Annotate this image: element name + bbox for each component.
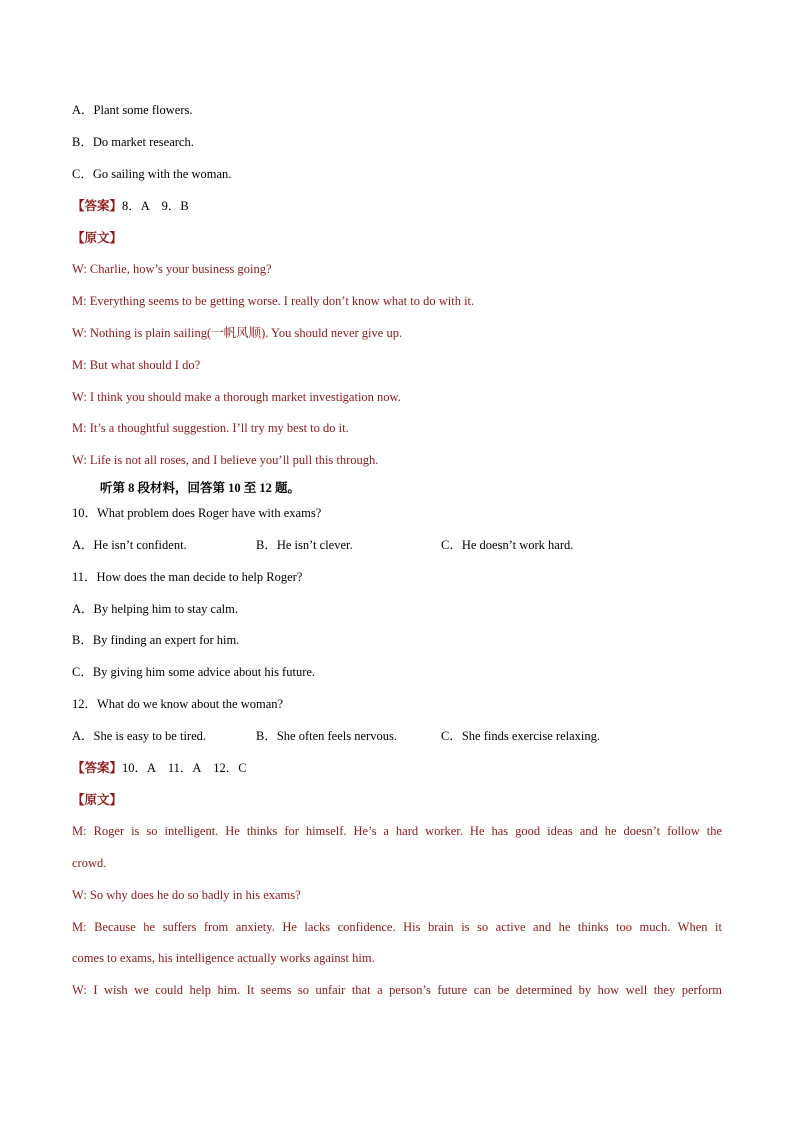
answer-label: 【答案】 bbox=[72, 199, 123, 213]
question-12: 12．What do we know about the woman? bbox=[72, 697, 284, 711]
transcript-line: M: Because he suffers from anxiety. He lacks confidence. His brain is so active and he thinks too much. When it bbox=[72, 920, 722, 934]
q10-option-a: A．He isn’t confident. bbox=[72, 538, 187, 552]
answer-line bbox=[72, 198, 189, 214]
q12-option-a: A．She is easy to be tired. bbox=[72, 729, 207, 743]
option-b: B．Do market research. bbox=[72, 135, 194, 149]
answer-text: 8．A 9．B bbox=[122, 199, 189, 213]
transcript-line: M: Roger is so intelligent. He thinks for himself. He’s a hard worker. He has good ideas and he doesn’t follow the bbox=[72, 824, 722, 838]
option-a: A．Plant some flowers. bbox=[72, 103, 193, 117]
answer-text: 10．A 11．A 12．C bbox=[122, 761, 247, 775]
transcript-line: W: I wish we could help him. It seems so unfair that a person’s future can be determined by how well they perform bbox=[72, 983, 722, 997]
transcript-line: W: Charlie, how’s your business going? bbox=[72, 262, 272, 276]
q10-option-b: B．He isn’t clever. bbox=[256, 538, 353, 552]
question-11: 11．How does the man decide to help Roger? bbox=[72, 570, 303, 584]
answer-label: 【答案】 bbox=[72, 761, 123, 775]
option-c: C．Go sailing with the woman. bbox=[72, 167, 232, 181]
answer-line-2 bbox=[72, 760, 247, 776]
transcript-label: 【原文】 bbox=[72, 793, 123, 807]
q11-option-a: A．By helping him to stay calm. bbox=[72, 602, 238, 616]
transcript-line: W: I think you should make a thorough market investigation now. bbox=[72, 390, 401, 404]
transcript-line: W: So why does he do so badly in his exams? bbox=[72, 888, 301, 902]
q12-option-b: B．She often feels nervous. bbox=[256, 729, 397, 743]
transcript-line: comes to exams, his intelligence actually works against him. bbox=[72, 951, 375, 965]
transcript-line: crowd. bbox=[72, 856, 107, 870]
q11-option-b: B．By finding an expert for him. bbox=[72, 633, 240, 647]
q10-option-c: C．He doesn’t work hard. bbox=[441, 538, 574, 552]
section-heading: 听第 8 段材料，回答第 10 至 12 题。 bbox=[100, 481, 301, 495]
transcript-line: W: Life is not all roses, and I believe you’ll pull this through. bbox=[72, 453, 379, 467]
question-10: 10．What problem does Roger have with exams? bbox=[72, 506, 322, 520]
transcript-line: M: But what should I do? bbox=[72, 358, 201, 372]
transcript-line: M: Everything seems to be getting worse. I really don’t know what to do with it. bbox=[72, 294, 475, 308]
transcript-label: 【原文】 bbox=[72, 231, 123, 245]
transcript-line: W: Nothing is plain sailing(一帆风顺). You should never give up. bbox=[72, 326, 403, 340]
transcript-line: M: It’s a thoughtful suggestion. I’ll try my best to do it. bbox=[72, 421, 349, 435]
q12-option-c: C．She finds exercise relaxing. bbox=[441, 729, 600, 743]
q11-option-c: C．By giving him some advice about his future. bbox=[72, 665, 316, 679]
